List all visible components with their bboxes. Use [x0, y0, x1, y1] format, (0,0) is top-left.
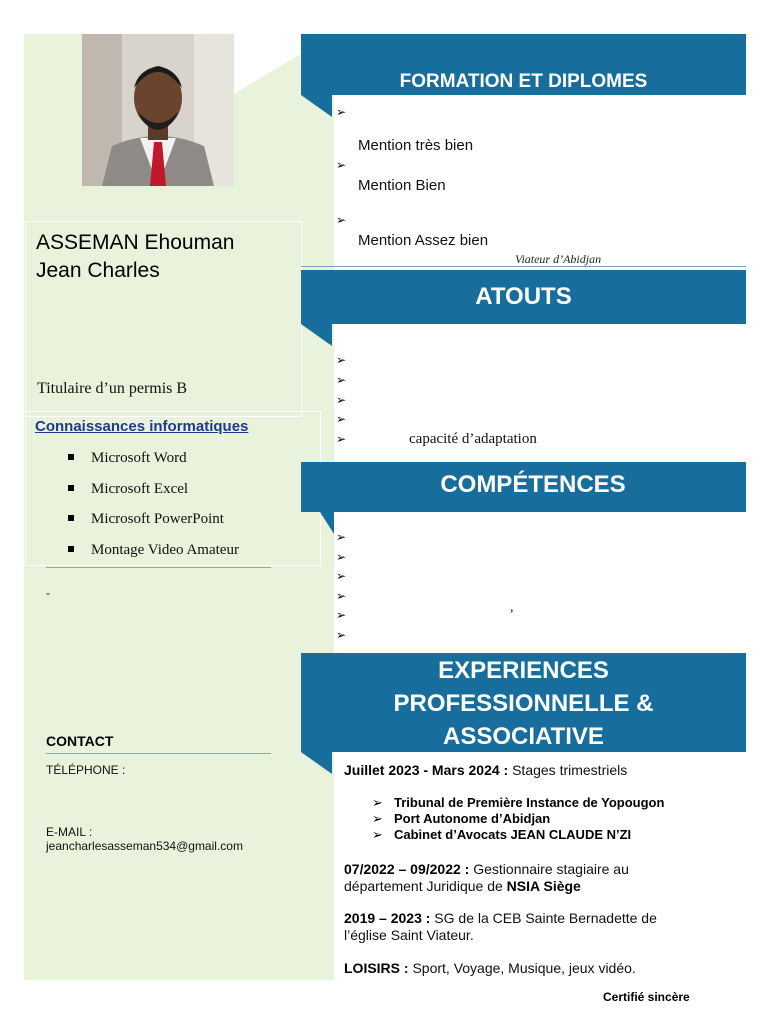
divider: [46, 567, 271, 568]
comma-mark: ,: [510, 600, 514, 615]
driving-licence: Titulaire d’un permis B: [37, 380, 188, 397]
school-fragment: Viateur d’Abidjan: [515, 252, 602, 266]
divider: [301, 266, 746, 267]
email-value: jeancharlesasseman534@gmail.com: [46, 839, 243, 853]
atouts-title: ATOUTS: [301, 270, 746, 324]
arrow-bullet-icon: ➢: [336, 105, 347, 119]
arrow-bullet-icon: ➢: [336, 373, 347, 387]
arrow-bullet-icon: ➢: [336, 213, 347, 227]
band-fold: [320, 512, 334, 534]
email-label: E-MAIL :: [46, 825, 93, 839]
arrow-bullet-icon: ➢: [336, 353, 347, 367]
list-item: Montage Video Amateur: [68, 540, 239, 571]
dash-mark: -: [46, 586, 50, 600]
list-item: ➢ Cabinet d’Avocats JEAN CLAUDE N’ZI: [372, 827, 632, 842]
computer-skills-title: Connaissances informatiques: [35, 418, 249, 435]
list-item: Microsoft Word: [68, 448, 239, 479]
experience-entry-2: 07/2022 – 09/2022 : Gestionnaire stagiaire au département Juridique de NSIA Siège: [344, 861, 629, 894]
square-bullet-icon: [68, 485, 74, 491]
name-line-1: ASSEMAN Ehouman: [36, 231, 235, 254]
profile-photo: [82, 34, 234, 186]
person-portrait-icon: [82, 34, 234, 186]
list-item: Microsoft PowerPoint: [68, 509, 239, 540]
leisure-entry: LOISIRS : Sport, Voyage, Musique, jeux vidéo.: [344, 960, 636, 976]
band-fold: [301, 95, 332, 117]
arrow-bullet-icon: ➢: [336, 608, 347, 622]
band-fold: [301, 324, 332, 346]
arrow-bullet-icon: ➢: [372, 827, 383, 842]
arrow-bullet-icon: ➢: [336, 589, 347, 603]
experience-entry-1: Juillet 2023 - Mars 2024 : Stages trimestriels: [344, 762, 628, 778]
formation-title: FORMATION ET DIPLOMES: [301, 34, 746, 95]
formation-mention-3: Mention Assez bien: [358, 232, 489, 249]
list-item: ➢ Tribunal de Première Instance de Yopougon: [372, 795, 665, 810]
arrow-bullet-icon: ➢: [336, 628, 347, 642]
arrow-bullet-icon: ➢: [336, 569, 347, 583]
contact-title: CONTACT: [46, 733, 114, 749]
arrow-bullet-icon: ➢: [372, 811, 383, 826]
phone-label: TÉLÉPHONE :: [46, 763, 126, 777]
formation-mention-2: Mention Bien: [358, 177, 446, 194]
arrow-bullet-icon: ➢: [336, 158, 347, 172]
square-bullet-icon: [68, 515, 74, 521]
name-line-2: Jean Charles: [36, 259, 160, 282]
experience-entry-3: 2019 – 2023 : SG de la CEB Sainte Bernadette de l’église Saint Viateur.: [344, 910, 657, 943]
formation-mention-1: Mention très bien: [358, 137, 474, 154]
list-item: ➢ Port Autonome d’Abidjan: [372, 811, 551, 826]
atout-adaptability: capacité d’adaptation: [409, 431, 537, 447]
band-fold: [301, 752, 332, 774]
band-fold: [301, 462, 320, 512]
square-bullet-icon: [68, 546, 74, 552]
signoff: Certifié sincère: [603, 990, 690, 1004]
computer-skills-list: [68, 448, 239, 570]
contact-divider: [46, 753, 271, 754]
arrow-bullet-icon: ➢: [336, 432, 347, 446]
competences-title: COMPÉTENCES: [320, 462, 746, 512]
arrow-bullet-icon: ➢: [336, 550, 347, 564]
experiences-title: EXPERIENCES PROFESSIONNELLE & ASSOCIATIVE: [301, 653, 746, 752]
arrow-bullet-icon: ➢: [336, 393, 347, 407]
square-bullet-icon: [68, 454, 74, 460]
arrow-bullet-icon: ➢: [336, 530, 347, 544]
arrow-bullet-icon: ➢: [372, 795, 383, 810]
list-item: Microsoft Excel: [68, 479, 239, 510]
experience-places-list: [372, 795, 664, 843]
arrow-bullet-icon: ➢: [336, 412, 347, 426]
full-name: [36, 229, 296, 285]
